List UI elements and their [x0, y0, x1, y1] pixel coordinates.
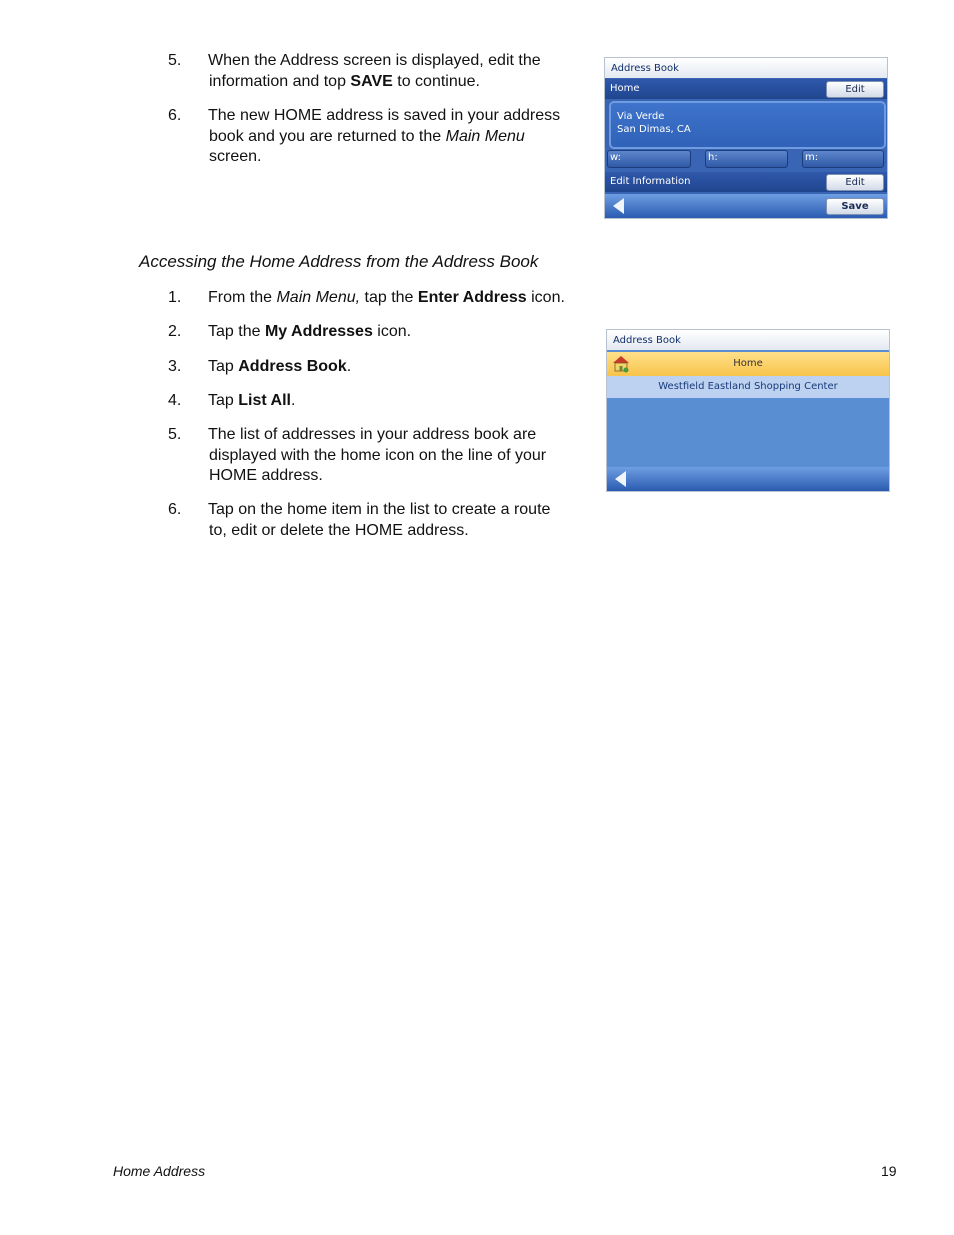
address-list-screenshot: [606, 329, 890, 492]
step-number: 3.: [168, 358, 182, 375]
step-number: 6.: [168, 501, 182, 518]
back-arrow-icon[interactable]: [615, 471, 626, 487]
step-number: 6.: [168, 107, 182, 124]
step-text: When the Address screen is displayed, edit the: [208, 52, 541, 69]
back-arrow-icon[interactable]: [613, 198, 624, 214]
list-item[interactable]: Westfield Eastland Shopping Center: [607, 376, 889, 398]
bottom-bar: [605, 194, 887, 218]
phone-work-field[interactable]: w:: [607, 150, 691, 168]
phone-home-field[interactable]: h:: [705, 150, 788, 168]
save-button[interactable]: Save: [826, 198, 884, 215]
address-box[interactable]: Via Verde San Dimas, CA: [609, 101, 886, 149]
home-icon: [611, 354, 631, 374]
name-row: Home Edit: [605, 79, 887, 99]
phone-mobile-field[interactable]: m:: [802, 150, 884, 168]
step-number: 5.: [168, 426, 182, 443]
step-text: The new HOME address is saved in your address: [208, 107, 561, 124]
edit-info-button[interactable]: Edit: [826, 174, 884, 191]
bottom-bar: [607, 467, 889, 491]
edit-info-row: Edit Information Edit: [605, 172, 887, 192]
page-number: 19: [881, 1163, 897, 1179]
title-bar: Address Book: [607, 330, 889, 350]
footer-section: Home Address: [113, 1163, 206, 1179]
address-edit-screenshot: [604, 57, 888, 219]
section-heading: Accessing the Home Address from the Address Book: [139, 252, 539, 271]
step-number: 2.: [168, 323, 182, 340]
step-number: 1.: [168, 289, 182, 306]
title-bar: Address Book: [605, 58, 887, 78]
step-number: 4.: [168, 392, 182, 409]
edit-button[interactable]: Edit: [826, 81, 884, 98]
list-item-home[interactable]: Home: [607, 352, 889, 376]
step-number: 5.: [168, 52, 182, 69]
